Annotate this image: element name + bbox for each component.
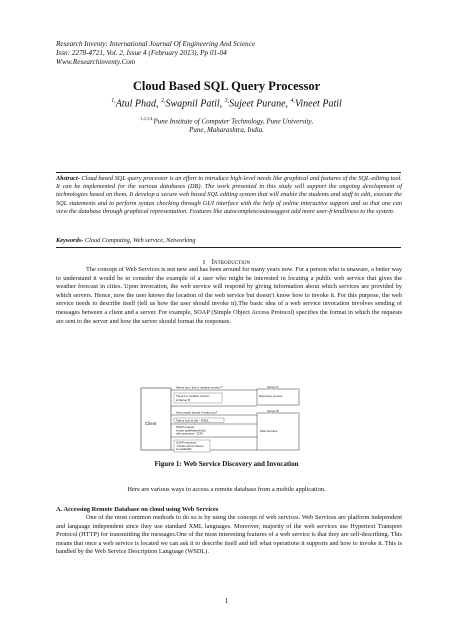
keywords bbox=[56, 237, 402, 245]
server-a-label: Server A bbox=[267, 384, 279, 389]
msg5-line3: with parameter “1234” bbox=[176, 431, 204, 436]
msg2-line2: at Server B bbox=[176, 398, 190, 402]
intro-paragraph: The concept of Web Services is not new and has been around for many years now. For a person who is unaware, a better way to understand it would be to consider the example of a user who might be interested in locating a public web service that gives the weather forecast in cities. Upon invocation, the web service will respond by giving information about which services are provided by which servers. Hence, now the user knows the location of the web service but doesn’t know how to invoke it. For this purpose, the web service needs to describe itself (tell us how the user should invoke it).The basic idea of a web service invocation involves sending of messages between a client and a server. For example, SOAP (Simple Object Access Protocol) specifies the format in which the requests are sent to the server and how the server should format the responses. bbox=[56, 266, 402, 325]
abstract-label: Abstract- bbox=[56, 175, 80, 182]
affiliation-line-2: Pune, Maharashtra, India. bbox=[189, 125, 264, 134]
page-number: 1 bbox=[224, 597, 229, 605]
abstract-top-rule bbox=[56, 172, 401, 173]
affiliation-line-1: Pune Institute of Computer Technology, Pune University, bbox=[153, 117, 314, 126]
msg4-label: Take a look at this - WSDL bbox=[176, 418, 209, 423]
msg6-line1: SOAP response: bbox=[176, 440, 197, 445]
author-sup: 1, bbox=[111, 98, 116, 104]
subsection-heading: A. Accessing Remote Database on cloud using Web Services bbox=[56, 506, 219, 513]
server-b-label: Server B bbox=[267, 408, 279, 413]
abstract bbox=[56, 175, 402, 216]
affiliation bbox=[0, 115, 453, 135]
msg3-label: How exactly should I invoke you? bbox=[176, 410, 218, 415]
discovery-service-label: Discovery service bbox=[259, 394, 283, 398]
author-sup: 4, bbox=[290, 98, 296, 104]
client-label: Client bbox=[145, 421, 157, 426]
msg6-line3: of meatballs” bbox=[176, 447, 193, 451]
web-service-label: Web Service bbox=[260, 429, 278, 433]
client-box bbox=[141, 388, 171, 450]
msg5-line1: SOAP request: bbox=[176, 425, 195, 429]
journal-website: Www.Researchinventy.Com bbox=[56, 58, 136, 66]
abstract-bottom-rule bbox=[56, 247, 401, 248]
journal-issn: Issn: 2278-4721, Vol. 2, Issue 4 (February 2013), Pp 01-04 bbox=[56, 49, 227, 57]
keywords-text: Cloud Computing, Web service, Networking bbox=[83, 237, 196, 244]
author-name: Vineet Patil bbox=[295, 98, 342, 110]
section-heading bbox=[0, 258, 453, 266]
journal-header bbox=[56, 40, 416, 67]
body-paragraph-3: One of the most common methods to do so is by using the concept of web services. Web Services are platform independent and language independent since they use standard XML languages. Moreover, majority of the web services use Hypertext Transport Protocol (HTTP) for transmitting the messages.One of the most interesting features of a web service is that they are self-describing. This means that once a web service is located we can ask it to describe itself and tell what operations it supports and how to invoke it. This is handled by the Web Service Description Language (WSDL). bbox=[56, 514, 402, 556]
msg6-line2: “Clouds with a chance bbox=[176, 443, 204, 448]
body-paragraph-2: Here are various ways to access a remote database from a mobile application. bbox=[127, 486, 326, 493]
msg5-line2: Invoke getWeatherInfo() bbox=[176, 428, 206, 433]
section-title: Introduction bbox=[211, 258, 251, 266]
keywords-label: Keywords- bbox=[56, 237, 84, 244]
affiliation-sup: 1,2,3,4, bbox=[139, 116, 154, 121]
msg2-line1: There’s a “weather service” bbox=[176, 394, 210, 398]
abstract-text: Cloud based SQL query processor is an effort to introduce high-level needs like graphical and features of the SQL-editing tool. It can be implemented for the various databases (DB). The work presented in this study will support the ongoing development of technologies based on them. It develop a secure web based SQL editing system that will enable the students and staff to edit, execute the SQL statements and to perform syntax checking through GUI interface with the help of online interactive support and so that one can view the database through graphical representation. Features like autocomplete/autosuggest add more user-friendliness to the system. bbox=[56, 175, 402, 215]
msg1-label: Where can I find a “weather service”? bbox=[176, 385, 223, 390]
figure-caption: Figure 1: Web Service Discovery and Invocation bbox=[154, 460, 299, 468]
author-name: Swapnil Patil, bbox=[165, 98, 225, 110]
author-list bbox=[0, 98, 453, 109]
paper-title: Cloud Based SQL Query Processor bbox=[132, 79, 321, 93]
journal-name: Research Inventy: International Journal Of Engineering And Science bbox=[56, 40, 255, 48]
web-service-diagram bbox=[140, 384, 352, 454]
author-sup: 3, bbox=[224, 98, 230, 104]
author-sup: 2, bbox=[160, 98, 166, 104]
author-name: Atul Phad, bbox=[115, 98, 161, 110]
author-name: Sujeet Purane, bbox=[229, 98, 291, 110]
section-number: I bbox=[202, 259, 206, 266]
